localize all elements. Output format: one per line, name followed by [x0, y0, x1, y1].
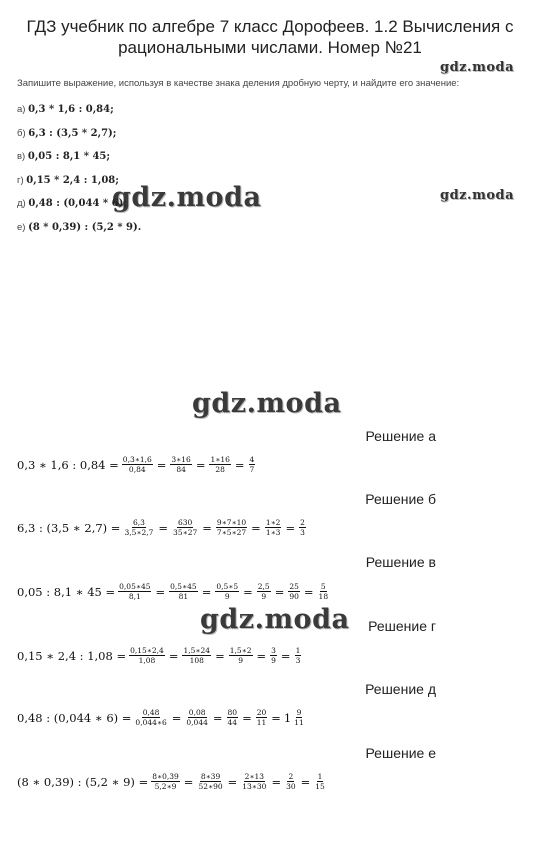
- fraction-denominator: 28: [215, 465, 225, 474]
- title-line-1: ГДЗ учебник по алгебре 7 класс Дорофеев. 1.2 Вычисления с: [26, 17, 514, 36]
- fraction-denominator: 90: [289, 592, 299, 601]
- fraction-denominator: 3,5∗2,7: [124, 528, 154, 537]
- page-title: [0, 16, 540, 58]
- equals-sign: =: [274, 584, 285, 599]
- solution-equation: [17, 518, 307, 537]
- equals-sign: =: [183, 774, 194, 789]
- fraction-numerator: 1: [317, 772, 323, 781]
- fraction-denominator: 7: [249, 465, 255, 474]
- fraction-numerator: 0,3∗1,6: [122, 455, 152, 464]
- equation-lhs: (8 ∗ 0,39) : (5,2 ∗ 9) =: [17, 774, 149, 789]
- task-item-label: в): [17, 151, 26, 162]
- fraction: [318, 582, 330, 601]
- fraction: [257, 582, 271, 601]
- equals-sign: =: [201, 584, 212, 599]
- fraction: [265, 518, 282, 537]
- equals-sign: =: [303, 584, 314, 599]
- fraction: [293, 708, 305, 727]
- fraction-denominator: 35∗27: [173, 528, 198, 537]
- fraction-denominator: 11: [294, 718, 304, 727]
- task-item-label: а): [17, 104, 26, 115]
- task-item-expression: (8 * 0,39) : (5,2 * 9).: [28, 221, 142, 233]
- task-item-expression: 0,3 * 1,6 : 0,84;: [28, 104, 114, 115]
- fraction: [123, 518, 154, 537]
- solution-heading: Решение в: [365, 554, 436, 570]
- fraction-numerator: 2,5: [257, 582, 270, 591]
- fraction-numerator: 2: [288, 772, 294, 781]
- fraction: [270, 646, 277, 665]
- fraction: [227, 708, 239, 727]
- fraction-denominator: 15: [315, 782, 325, 791]
- watermark-logo: gdz.moda: [112, 182, 262, 213]
- watermark-logo: gdz.moda: [192, 388, 342, 419]
- fraction-denominator: 108: [189, 656, 204, 665]
- fraction: [185, 708, 208, 727]
- fraction-numerator: 25: [289, 582, 299, 591]
- fraction-denominator: 9: [271, 656, 276, 665]
- fraction-numerator: 1,5∗2: [229, 646, 252, 655]
- fraction: [299, 518, 306, 537]
- equals-sign: =: [271, 710, 281, 725]
- fraction-denominator: 9: [238, 656, 243, 665]
- fraction-denominator: 5,2∗9: [154, 782, 177, 791]
- solution-equation: [17, 646, 302, 665]
- equals-sign: =: [251, 520, 261, 535]
- task-item: [17, 127, 532, 151]
- fraction-denominator: 1∗3: [265, 528, 281, 537]
- watermark-logo: gdz.moda: [440, 60, 515, 75]
- equals-sign: =: [155, 584, 166, 599]
- fraction-numerator: 6,3: [132, 518, 145, 527]
- equals-sign: =: [227, 774, 238, 789]
- solution-equation: [17, 772, 327, 791]
- equals-sign: =: [280, 648, 291, 663]
- fraction-numerator: 9: [296, 708, 302, 717]
- fraction: [314, 772, 326, 791]
- fraction-numerator: 0,08: [188, 708, 206, 717]
- fraction-numerator: 1,5∗24: [183, 646, 211, 655]
- fraction: [197, 772, 223, 791]
- fraction-numerator: 1∗2: [265, 518, 281, 527]
- task-item-label: б): [17, 127, 26, 139]
- task-item: [17, 221, 532, 245]
- fraction-numerator: 9∗7∗10: [216, 518, 247, 527]
- fraction-denominator: 44: [227, 718, 238, 727]
- equals-sign: =: [234, 457, 245, 472]
- equation-lhs: 6,3 : (3,5 ∗ 2,7) =: [17, 520, 121, 535]
- fraction-numerator: 8∗39: [200, 772, 221, 781]
- fraction-denominator: 84: [176, 465, 186, 474]
- equation-lhs: 0,48 : (0,044 ∗ 6) =: [17, 710, 132, 725]
- equals-sign: =: [285, 520, 296, 535]
- task-statement: [17, 78, 532, 244]
- fraction-denominator: 11: [256, 718, 267, 727]
- task-item-expression: 0,05 : 8,1 * 45;: [27, 151, 111, 162]
- fraction-denominator: 8,1: [128, 592, 141, 601]
- equation-lhs: 0,3 ∗ 1,6 : 0,84 =: [17, 457, 119, 472]
- solution-heading: Решение а: [365, 428, 436, 444]
- fraction-numerator: 20: [256, 708, 267, 717]
- fraction-denominator: 18: [318, 592, 329, 601]
- equals-sign: =: [158, 520, 169, 535]
- solution-equation: [17, 455, 256, 474]
- fraction-denominator: 3: [295, 656, 301, 665]
- task-item-expression: 0,48 : (0,044 * 6);: [28, 198, 127, 209]
- fraction-numerator: 5: [320, 582, 326, 591]
- solution-heading: Решение г: [368, 618, 436, 634]
- equals-sign: =: [215, 648, 225, 663]
- fraction-numerator: 0,5∗5: [216, 582, 239, 591]
- task-item-expression: 6,3 : (3,5 * 2,7);: [28, 127, 117, 139]
- fraction: [182, 646, 211, 665]
- equals-sign: =: [242, 710, 252, 725]
- fraction-numerator: 0,48: [142, 708, 160, 717]
- fraction-numerator: 8∗0,39: [152, 772, 179, 781]
- fraction: [118, 582, 151, 601]
- fraction-denominator: 81: [178, 592, 189, 601]
- fraction: [170, 455, 191, 474]
- fraction-numerator: 3∗16: [171, 455, 191, 464]
- fraction: [285, 772, 297, 791]
- watermark-logo: gdz.moda: [440, 188, 515, 203]
- solution-heading: Решение д: [365, 681, 436, 697]
- task-item-label: г): [17, 174, 24, 186]
- title-line-2: рациональными числами. Номер №21: [118, 38, 422, 57]
- fraction-numerator: 630: [177, 518, 193, 527]
- equals-sign: =: [168, 648, 179, 663]
- fraction: [216, 518, 247, 537]
- equals-sign: =: [202, 520, 212, 535]
- fraction: [129, 646, 165, 665]
- equals-sign: =: [195, 457, 206, 472]
- task-intro: Запишите выражение, используя в качестве знака деления дробную черту, и найдите его значение:: [17, 78, 460, 89]
- task-item: [17, 197, 532, 221]
- fraction: [134, 708, 167, 727]
- fraction: [256, 708, 268, 727]
- task-item: [17, 103, 532, 127]
- fraction-denominator: 0,044: [186, 718, 208, 727]
- solution-heading: Решение б: [365, 491, 436, 507]
- fraction: [122, 455, 153, 474]
- fraction-numerator: 0,15∗2,4: [130, 646, 164, 655]
- fraction: [169, 582, 198, 601]
- fraction-numerator: 3: [271, 646, 276, 655]
- fraction: [229, 646, 253, 665]
- fraction-numerator: 2∗13: [244, 772, 265, 781]
- fraction-numerator: 80: [227, 708, 238, 717]
- fraction: [295, 646, 302, 665]
- fraction: [249, 455, 256, 474]
- fraction-denominator: 3: [300, 528, 305, 537]
- fraction: [241, 772, 267, 791]
- solution-heading: Решение е: [365, 745, 436, 761]
- equals-sign: =: [171, 710, 182, 725]
- equals-sign: =: [256, 648, 267, 663]
- equals-sign: =: [243, 584, 253, 599]
- equals-sign: =: [156, 457, 167, 472]
- task-item: [17, 174, 532, 198]
- fraction-numerator: 1: [295, 646, 301, 655]
- fraction-denominator: 0,044∗6: [135, 718, 167, 727]
- equals-sign: =: [271, 774, 282, 789]
- fraction-numerator: 4: [249, 455, 255, 464]
- solution-equation: [17, 708, 306, 727]
- fraction: [172, 518, 198, 537]
- fraction-numerator: 2: [300, 518, 305, 527]
- fraction-numerator: 0,5∗45: [170, 582, 197, 591]
- task-item-label: е): [17, 221, 26, 233]
- fraction: [151, 772, 180, 791]
- equals-sign: =: [212, 710, 223, 725]
- fraction: [288, 582, 300, 601]
- fraction-denominator: 0,84: [128, 465, 146, 474]
- fraction-denominator: 30: [286, 782, 296, 791]
- fraction-denominator: 7∗5∗27: [216, 528, 247, 537]
- fraction-denominator: 13∗30: [242, 782, 267, 791]
- equals-sign: =: [300, 774, 311, 789]
- mixed-whole-part: 1: [283, 710, 292, 725]
- equation-lhs: 0,05 : 8,1 ∗ 45 =: [17, 584, 116, 599]
- solution-equation: [17, 582, 330, 601]
- fraction-denominator: 9: [224, 592, 230, 601]
- fraction: [209, 455, 230, 474]
- fraction-numerator: 1∗16: [210, 455, 230, 464]
- watermark-logo: gdz.moda: [200, 604, 350, 635]
- fraction: [215, 582, 239, 601]
- fraction-denominator: 1,08: [138, 656, 156, 665]
- fraction-numerator: 0,05∗45: [119, 582, 151, 591]
- fraction-denominator: 9: [261, 592, 267, 601]
- task-item: [17, 150, 532, 174]
- task-item-label: д): [17, 198, 26, 209]
- task-item-expression: 0,15 * 2,4 : 1,08;: [26, 174, 119, 186]
- fraction-denominator: 52∗90: [198, 782, 223, 791]
- equation-lhs: 0,15 ∗ 2,4 : 1,08 =: [17, 648, 127, 663]
